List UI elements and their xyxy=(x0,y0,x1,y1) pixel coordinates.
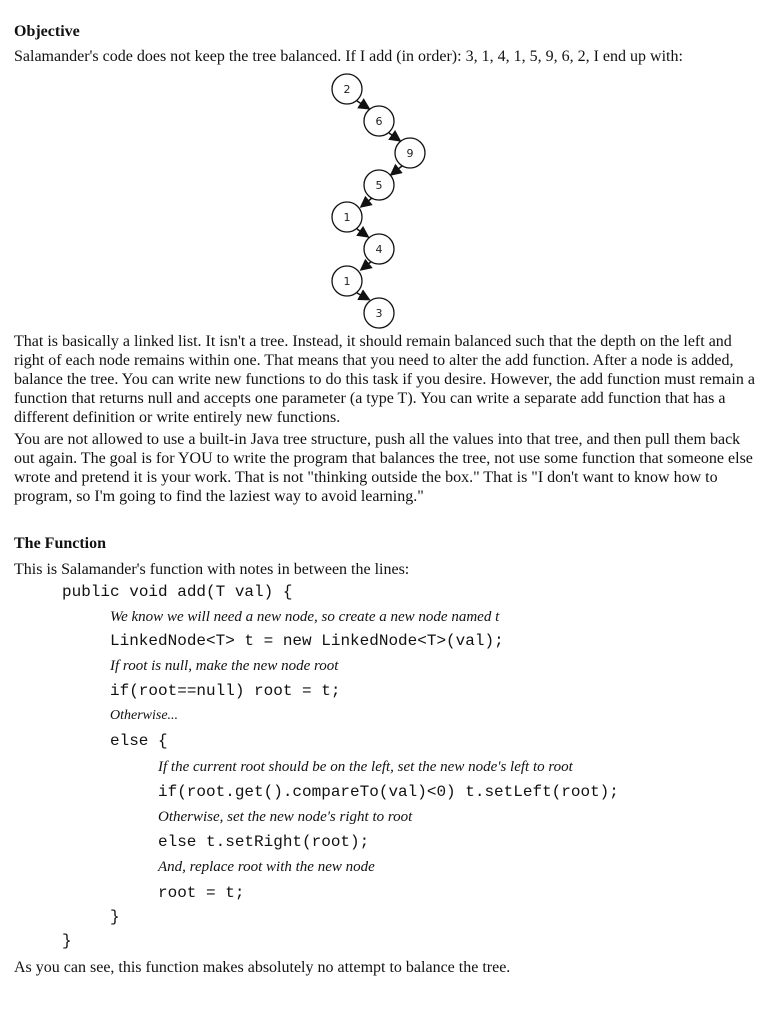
node-label: 9 xyxy=(406,147,414,160)
unbalanced-tree-diagram xyxy=(320,68,440,330)
edge xyxy=(362,198,372,206)
edge xyxy=(362,261,372,269)
code-signature: public void add(T val) { xyxy=(62,583,293,601)
code-note: And, replace root with the new node xyxy=(158,859,375,875)
node-label: 4 xyxy=(375,243,383,256)
objective-intro: Salamander's code does not keep the tree balanced. If I add (in order): 3, 1, 4, 1, 5, 9, 6, 2, I end up with: xyxy=(14,48,683,65)
code-note: Otherwise... xyxy=(110,708,179,723)
edge xyxy=(357,101,368,108)
node-label: 3 xyxy=(375,307,383,320)
function-intro: This is Salamander's function with notes in between the lines: xyxy=(14,561,410,578)
code-note: If the current root should be on the left, set the new node's left to root xyxy=(158,759,573,775)
code-line: LinkedNode<T> t = new LinkedNode<T>(val); xyxy=(110,632,504,650)
edge xyxy=(357,229,367,236)
code-line: if(root==null) root = t; xyxy=(110,682,341,700)
node-label: 6 xyxy=(375,115,383,128)
code-note: If root is null, make the new node root xyxy=(110,658,339,674)
code-line: root = t; xyxy=(158,884,245,902)
edge xyxy=(392,166,402,174)
function-heading: The Function xyxy=(14,535,107,552)
code-line: else { xyxy=(110,732,168,750)
code-line: if(root.get().compareTo(val)<0) t.setLeft(root); xyxy=(158,783,619,801)
function-outro: As you can see, this function makes absolutely no attempt to balance the tree. xyxy=(14,959,511,976)
node-label: 2 xyxy=(343,83,351,96)
code-line: else t.setRight(root); xyxy=(158,833,370,851)
code-note: Otherwise, set the new node's right to root xyxy=(158,809,413,825)
code-line: } xyxy=(110,908,120,926)
objective-heading: Objective xyxy=(14,23,80,40)
objective-paragraph-2: You are not allowed to use a built-in Java tree structure, push all the values into that tree, and then pull them back out again. The goal is for YOU to write the program that balances the tree, not use some function that someone else wrote and pretend it is your work. That is not "thinking outside the box." That is "I don't want to know how to program, so I'm going to find the laziest way to avoid learning." xyxy=(14,431,753,505)
edge xyxy=(389,133,399,140)
objective-paragraph-1: That is basically a linked list. It isn't a tree. Instead, it should remain balanced such that the depth on the left and right of each node remains within one. That means that you need to alter the add function. After a node is added, balance the tree. You can write new functions to do this task if you desire. However, the add function must remain a function that returns null and accepts one parameter (a type T). You can write a separate add function that has a different definition or write entirely new functions. xyxy=(14,333,755,426)
node-label: 1 xyxy=(343,275,351,288)
code-note: We know we will need a new node, so create a new node named t xyxy=(110,609,500,625)
node-label: 5 xyxy=(375,179,383,192)
edge xyxy=(357,293,368,299)
code-line: } xyxy=(62,932,72,950)
node-label: 1 xyxy=(343,211,351,224)
